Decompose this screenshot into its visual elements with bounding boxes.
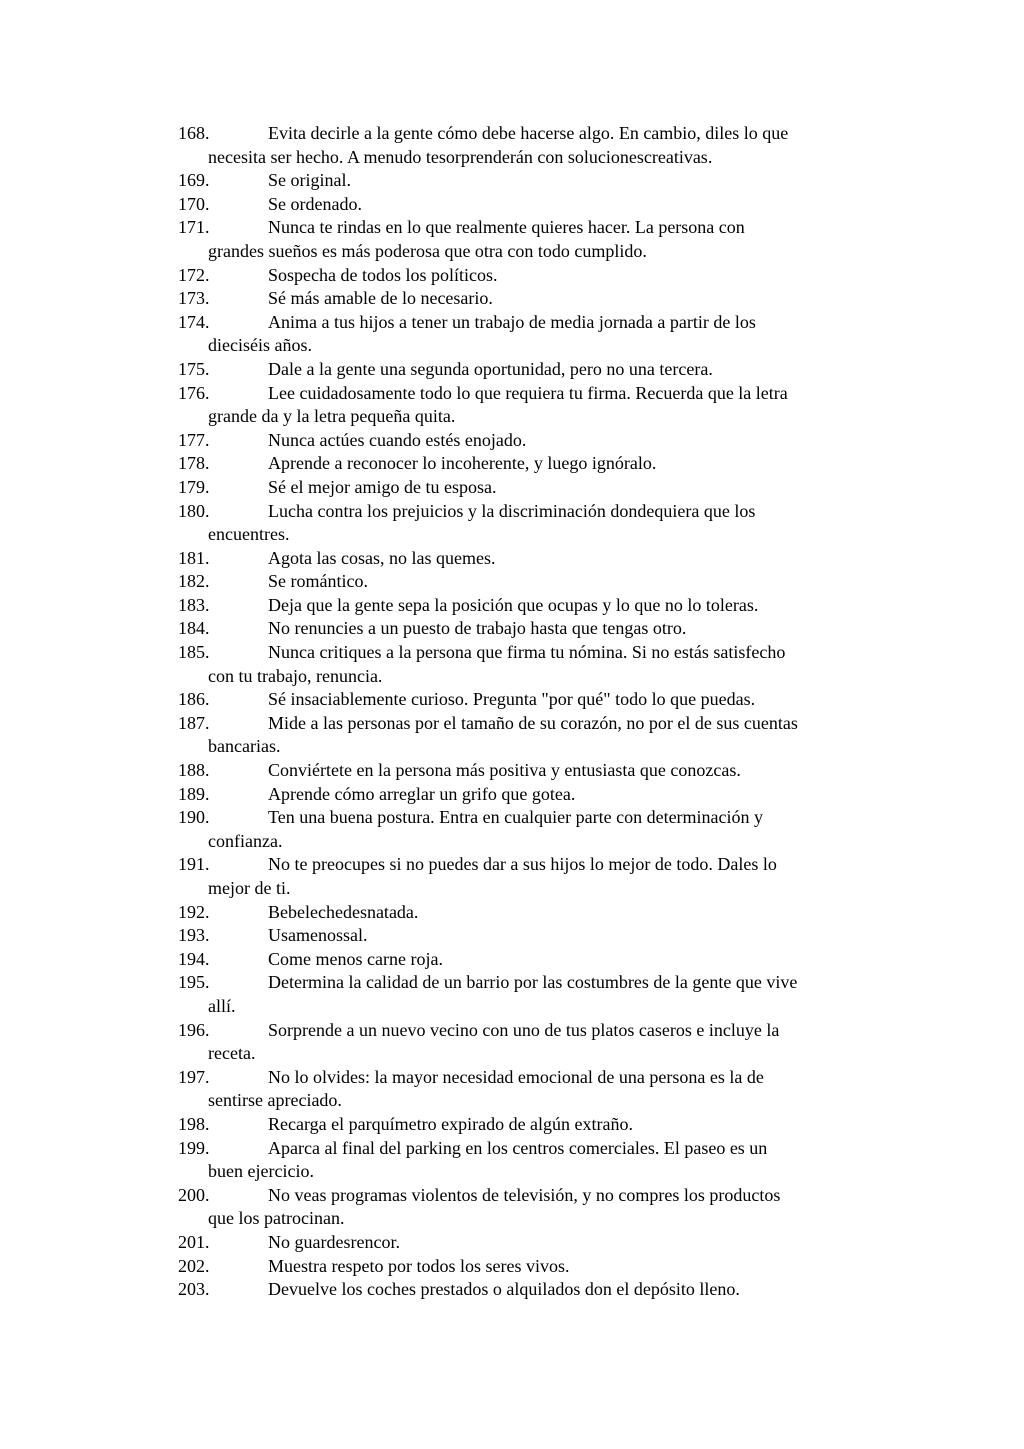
- item-number: 193.: [178, 925, 210, 946]
- item-text: Se ordenado.: [268, 193, 362, 214]
- list-item: [178, 1066, 883, 1113]
- item-number: 199.: [178, 1137, 210, 1158]
- numbered-list: [178, 122, 883, 1302]
- item-text: Usamenossal.: [268, 925, 368, 946]
- list-item: [178, 122, 883, 169]
- item-text: Aparca al final del parking en los centros comerciales. El paseo es un: [268, 1137, 768, 1158]
- list-item: [178, 1137, 883, 1184]
- list-item: [178, 429, 883, 453]
- item-text: Dale a la gente una segunda oportunidad, pero no una tercera.: [268, 358, 713, 379]
- list-item: [178, 500, 883, 547]
- list-item: [178, 287, 883, 311]
- item-number: 200.: [178, 1184, 210, 1205]
- item-text: Nunca critiques a la persona que firma tu nómina. Si no estás satisfecho: [268, 642, 786, 663]
- item-number: 184.: [178, 618, 210, 639]
- item-text-continuation: allí.: [208, 995, 236, 1016]
- item-text: No guardesrencor.: [268, 1231, 400, 1252]
- item-text: Devuelve los coches prestados o alquilados don el depósito lleno.: [268, 1279, 740, 1300]
- item-text: No lo olvides: la mayor necesidad emocional de una persona es la de: [268, 1066, 764, 1087]
- item-number: 180.: [178, 500, 210, 521]
- item-text: Sorprende a un nuevo vecino con uno de tus platos caseros e incluye la: [268, 1019, 780, 1040]
- list-item: [178, 759, 883, 783]
- item-number: 178.: [178, 453, 210, 474]
- list-item: [178, 547, 883, 571]
- item-number: 186.: [178, 689, 210, 710]
- item-text-continuation: dieciséis años.: [208, 335, 312, 356]
- item-text: Agota las cosas, no las quemes.: [268, 547, 496, 568]
- list-item: [178, 1113, 883, 1137]
- list-item: [178, 452, 883, 476]
- item-text-continuation: sentirse apreciado.: [208, 1090, 342, 1111]
- item-text: Evita decirle a la gente cómo debe hacerse algo. En cambio, diles lo que: [268, 123, 789, 143]
- list-item: [178, 476, 883, 500]
- list-item: [178, 853, 883, 900]
- item-number: 183.: [178, 594, 210, 615]
- item-text: Deja que la gente sepa la posición que ocupas y lo que no lo toleras.: [268, 594, 759, 615]
- item-number: 170.: [178, 193, 210, 214]
- item-number: 201.: [178, 1231, 210, 1252]
- item-text: Bebelechedesnatada.: [268, 901, 419, 922]
- item-number: 197.: [178, 1066, 210, 1087]
- item-number: 191.: [178, 854, 210, 875]
- item-text: Muestra respeto por todos los seres vivos.: [268, 1255, 570, 1276]
- item-text-continuation: confianza.: [208, 830, 283, 851]
- item-text-continuation: mejor de ti.: [208, 878, 291, 898]
- item-text: Lee cuidadosamente todo lo que requiera tu firma. Recuerda que la letra: [268, 382, 788, 403]
- item-text: Sé el mejor amigo de tu esposa.: [268, 476, 497, 497]
- item-text: Aprende a reconocer lo incoherente, y luego ignóralo.: [268, 453, 657, 474]
- item-text: Sé más amable de lo necesario.: [268, 288, 493, 309]
- item-text: Anima a tus hijos a tener un trabajo de media jornada a partir de los: [268, 311, 756, 332]
- item-text-continuation: con tu trabajo, renuncia.: [208, 665, 383, 686]
- list-item: [178, 382, 883, 429]
- list-item: [178, 806, 883, 853]
- item-number: 172.: [178, 264, 210, 285]
- item-text: Mide a las personas por el tamaño de su corazón, no por el de sus cuentas: [268, 712, 798, 733]
- list-item: [178, 594, 883, 618]
- item-text-continuation: que los patrocinan.: [208, 1208, 345, 1229]
- item-text: Sé insaciablemente curioso. Pregunta "por qué" todo lo que puedas.: [268, 689, 756, 710]
- item-number: 187.: [178, 712, 210, 733]
- item-number: 196.: [178, 1019, 210, 1040]
- item-number: 188.: [178, 760, 210, 781]
- item-number: 192.: [178, 901, 210, 922]
- item-text-continuation: grande da y la letra pequeña quita.: [208, 406, 456, 427]
- item-text-continuation: buen ejercicio.: [208, 1161, 314, 1182]
- item-number: 195.: [178, 972, 210, 993]
- item-text: Come menos carne roja.: [268, 948, 443, 969]
- item-number: 171.: [178, 217, 210, 238]
- list-item: [178, 169, 883, 193]
- list-item: [178, 1019, 883, 1066]
- item-number: 179.: [178, 476, 210, 497]
- item-number: 194.: [178, 948, 210, 969]
- item-text: Nunca te rindas en lo que realmente quieres hacer. La persona con: [268, 217, 745, 238]
- item-number: 185.: [178, 642, 210, 663]
- item-text: Nunca actúes cuando estés enojado.: [268, 429, 527, 450]
- list-item: [178, 1278, 883, 1302]
- item-number: 173.: [178, 288, 210, 309]
- item-text-continuation: encuentres.: [208, 524, 290, 545]
- item-text: Se original.: [268, 170, 351, 191]
- list-item: [178, 948, 883, 972]
- list-item: [178, 924, 883, 948]
- item-number: 174.: [178, 311, 210, 332]
- item-number: 175.: [178, 358, 210, 379]
- list-item: [178, 1231, 883, 1255]
- item-number: 168.: [178, 123, 210, 143]
- item-text-continuation: grandes sueños es más poderosa que otra con todo cumplido.: [208, 240, 647, 261]
- item-number: 177.: [178, 429, 210, 450]
- item-text: Conviértete en la persona más positiva y entusiasta que conozcas.: [268, 760, 741, 781]
- item-text: No te preocupes si no puedes dar a sus hijos lo mejor de todo. Dales lo: [268, 854, 777, 875]
- list-item: [178, 358, 883, 382]
- item-text: No renuncies a un puesto de trabajo hasta que tengas otro.: [268, 618, 687, 639]
- item-text: Recarga el parquímetro expirado de algún extraño.: [268, 1113, 634, 1134]
- list-item: [178, 712, 883, 759]
- list-item: [178, 216, 883, 263]
- list-item: [178, 311, 883, 358]
- item-text: No veas programas violentos de televisión, y no compres los productos: [268, 1184, 781, 1205]
- item-number: 189.: [178, 783, 210, 804]
- item-text: Ten una buena postura. Entra en cualquier parte con determinación y: [268, 807, 764, 828]
- item-text: Aprende cómo arreglar un grifo que gotea.: [268, 783, 576, 804]
- list-item: [178, 1184, 883, 1231]
- item-number: 198.: [178, 1113, 210, 1134]
- item-number: 182.: [178, 571, 210, 592]
- list-item: [178, 901, 883, 925]
- item-number: 202.: [178, 1255, 210, 1276]
- item-number: 181.: [178, 547, 210, 568]
- item-text-continuation: bancarias.: [208, 736, 281, 757]
- list-item: [178, 264, 883, 288]
- item-number: 190.: [178, 807, 210, 828]
- item-number: 169.: [178, 170, 210, 191]
- list-item: [178, 193, 883, 217]
- item-text-continuation: receta.: [208, 1043, 256, 1064]
- item-number: 203.: [178, 1279, 210, 1300]
- list-item: [178, 1255, 883, 1279]
- list-item: [178, 783, 883, 807]
- list-item: [178, 971, 883, 1018]
- item-number: 176.: [178, 382, 210, 403]
- item-text: Sospecha de todos los políticos.: [268, 264, 498, 285]
- item-text-continuation: necesita ser hecho. A menudo tesorprenderán con solucionescreativas.: [208, 146, 713, 167]
- list-item: [178, 617, 883, 641]
- list-item: [178, 688, 883, 712]
- list-item: [178, 570, 883, 594]
- item-text: Determina la calidad de un barrio por las costumbres de la gente que vive: [268, 972, 798, 993]
- item-text: Se romántico.: [268, 571, 368, 592]
- item-text: Lucha contra los prejuicios y la discriminación dondequiera que los: [268, 500, 756, 521]
- list-item: [178, 641, 883, 688]
